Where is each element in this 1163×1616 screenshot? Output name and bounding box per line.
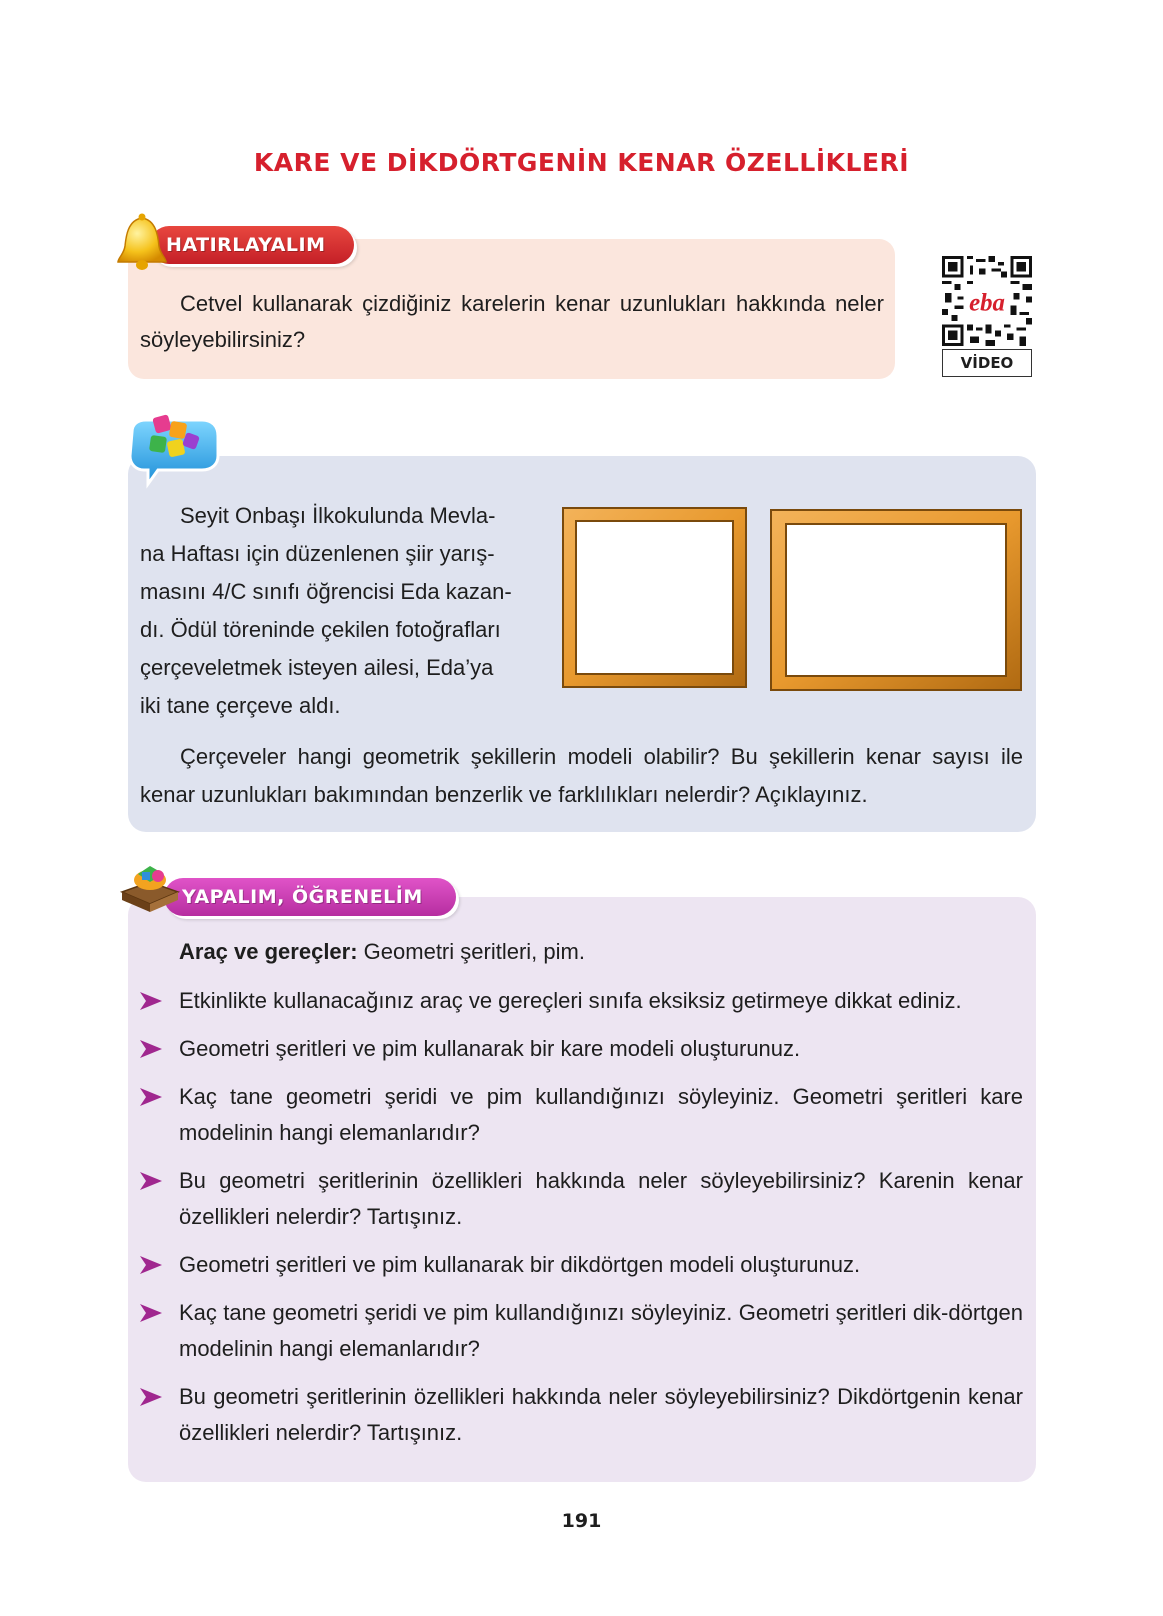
video-label[interactable]: VİDEO xyxy=(942,349,1032,377)
arrow-bullet-icon xyxy=(140,1040,162,1058)
activity-label: YAPALIM, ÖĞRENELİM xyxy=(182,886,423,908)
tools-value: Geometri şeritleri, pim. xyxy=(357,939,585,964)
arrow-bullet-icon xyxy=(140,1172,162,1190)
arrow-bullet-icon xyxy=(140,1304,162,1322)
qr-code[interactable] xyxy=(942,256,1032,346)
page-title: KARE VE DİKDÖRTGENİN KENAR ÖZELLİKLERİ xyxy=(253,148,910,177)
arrow-bullet-icon xyxy=(140,1256,162,1274)
story-line: Seyit Onbaşı İlkokulunda Mevla- xyxy=(180,503,496,528)
bell-icon xyxy=(112,212,172,274)
page-number: 191 xyxy=(561,1510,602,1532)
book-icon xyxy=(116,862,182,924)
story-line: na Haftası için düzenlenen şiir yarış- xyxy=(140,541,495,566)
activity-tab xyxy=(164,878,456,916)
story-line: çerçeveletmek isteyen ailesi, Eda’ya xyxy=(140,655,494,680)
list-item: Kaç tane geometri şeridi ve pim kullandığınızı söyleyiniz. Geometri şeritleri dik-dörtgen modelinin hangi elemanlarıdır? xyxy=(140,1295,1023,1367)
list-item: Etkinlikte kullanacağınız araç ve gereçleri sınıfa eksiksiz getirmeye dikkat ediniz. xyxy=(140,983,1023,1019)
arrow-bullet-icon xyxy=(140,1388,162,1406)
tools-line xyxy=(179,935,585,969)
story-line: iki tane çerçeve aldı. xyxy=(140,693,341,718)
arrow-bullet-icon xyxy=(140,1088,162,1106)
list-item: Bu geometri şeritlerinin özellikleri hakkında neler söyleyebilirsiniz? Dikdörtgenin kenar özellikleri nelerdir? Tartışınız. xyxy=(140,1379,1023,1451)
arrow-bullet-icon xyxy=(140,992,162,1010)
square-frame xyxy=(562,507,747,688)
list-item: Bu geometri şeritlerinin özellikleri hakkında neler söyleyebilirsiniz? Karenin kenar özellikleri nelerdir? Tartışınız. xyxy=(140,1163,1023,1235)
story-text xyxy=(140,497,536,725)
story-line: dı. Ödül töreninde çekilen fotoğrafları xyxy=(140,617,501,642)
list-item: Geometri şeritleri ve pim kullanarak bir kare modeli oluşturunuz. xyxy=(140,1031,1023,1067)
rectangle-frame xyxy=(770,509,1022,691)
remember-tab xyxy=(150,226,354,264)
remember-label: HATIRLAYALIM xyxy=(166,234,326,256)
activity-list xyxy=(140,983,1023,1451)
remember-text: Cetvel kullanarak çizdiğiniz karelerin kenar uzunlukları hakkında neler söyleyebilirsiniz? xyxy=(140,291,884,352)
story-line: masını 4/C sınıfı öğrencisi Eda kazan- xyxy=(140,579,512,604)
list-item: Geometri şeritleri ve pim kullanarak bir dikdörtgen modeli oluşturunuz. xyxy=(140,1247,1023,1283)
list-item: Kaç tane geometri şeridi ve pim kullandığınızı söyleyiniz. Geometri şeritleri kare modelinin hangi elemanlarıdır? xyxy=(140,1079,1023,1151)
puzzle-bubble-icon xyxy=(114,412,222,490)
story-question: Çerçeveler hangi geometrik şekillerin modeli olabilir? Bu şekillerin kenar sayısı ile kenar uzunlukları bakımından benzerlik ve farklılıkları nelerdir? Açıklayınız. xyxy=(140,744,1023,807)
tools-label: Araç ve gereçler: xyxy=(179,939,358,964)
eba-logo: eba xyxy=(969,289,1005,317)
